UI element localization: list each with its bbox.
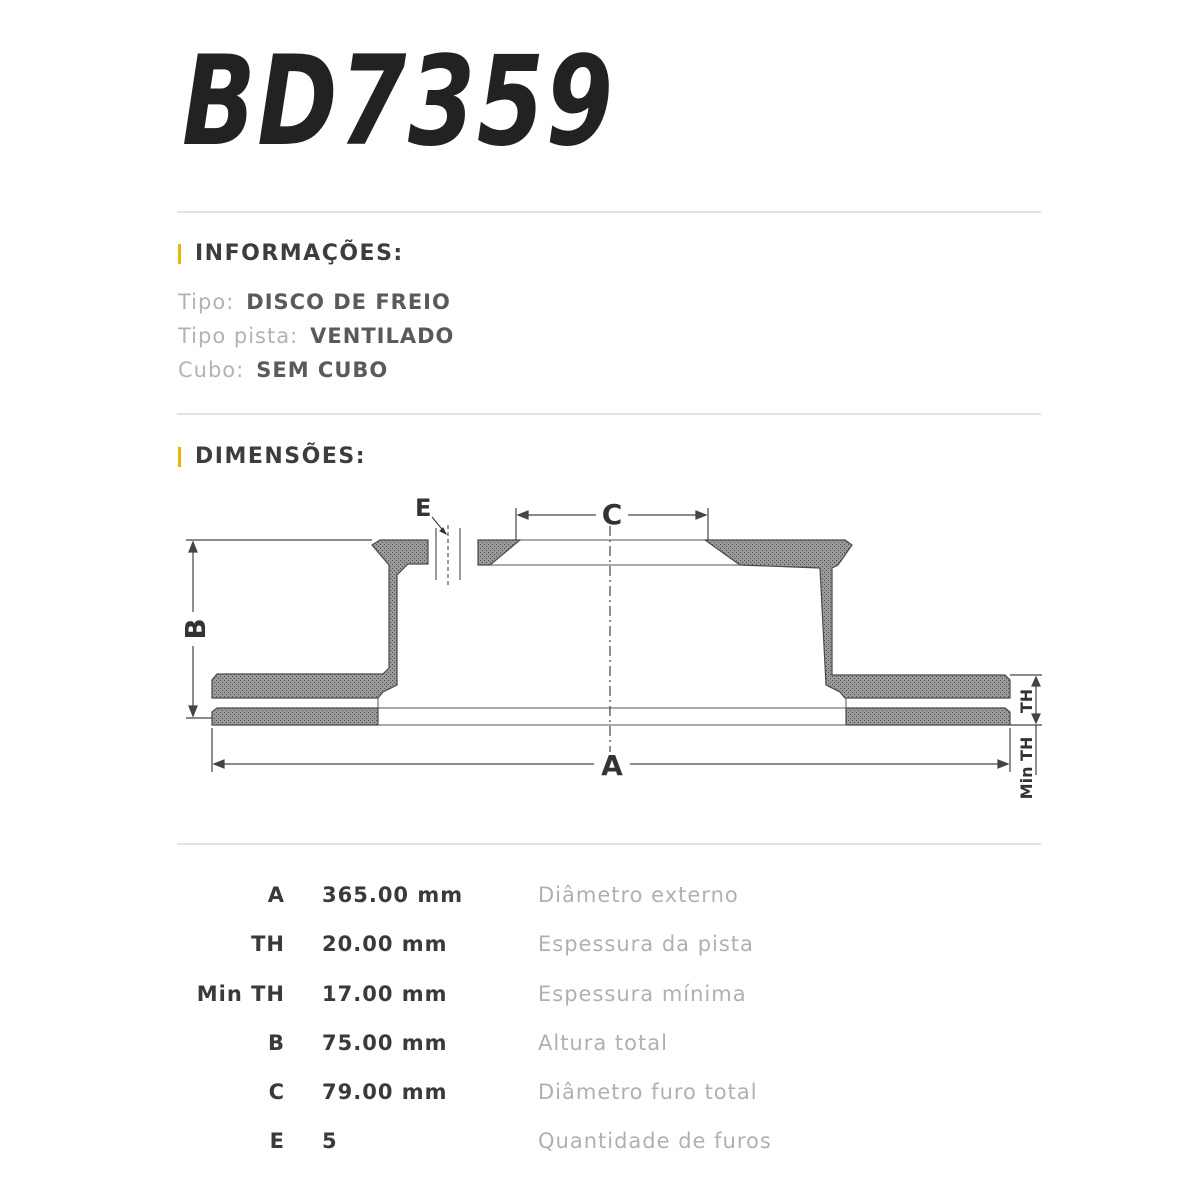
spec-description: Espessura da pista bbox=[538, 932, 754, 956]
spec-value: 365.00 mm bbox=[322, 883, 464, 907]
divider bbox=[177, 413, 1041, 415]
spec-row bbox=[0, 982, 1200, 1022]
spec-value: 79.00 mm bbox=[322, 1080, 448, 1104]
divider bbox=[177, 843, 1041, 845]
section-accent-bar bbox=[178, 447, 181, 467]
spec-description: Quantidade de furos bbox=[538, 1129, 772, 1153]
spec-description: Diâmetro externo bbox=[538, 883, 739, 907]
th-arrow-top bbox=[1032, 677, 1040, 686]
e-leader-arrowhead bbox=[440, 528, 446, 534]
label-th: TH bbox=[1017, 688, 1036, 714]
b-arrow-bottom bbox=[189, 706, 197, 716]
info-label: Tipo pista: bbox=[178, 324, 299, 348]
section-accent-bar bbox=[178, 244, 181, 264]
info-label: Cubo: bbox=[178, 358, 245, 382]
spec-code: Min TH bbox=[196, 982, 285, 1006]
disc-section bbox=[212, 540, 1010, 725]
info-value: DISCO DE FREIO bbox=[246, 290, 451, 314]
info-value: SEM CUBO bbox=[256, 358, 389, 382]
a-arrow-right bbox=[998, 760, 1008, 768]
right-hat-section bbox=[705, 540, 1010, 698]
info-value: VENTILADO bbox=[310, 324, 455, 348]
b-arrow-top bbox=[189, 542, 197, 552]
spec-row bbox=[0, 1080, 1200, 1120]
spec-code: C bbox=[268, 1080, 285, 1104]
label-e: E bbox=[415, 494, 432, 522]
c-arrow-right bbox=[696, 511, 706, 519]
section-heading-label: DIMENSÕES: bbox=[195, 444, 366, 469]
a-arrow-left bbox=[214, 760, 224, 768]
spec-value: 17.00 mm bbox=[322, 982, 448, 1006]
left-hub-sliver bbox=[478, 540, 520, 565]
spec-value: 75.00 mm bbox=[322, 1031, 448, 1055]
info-label: Tipo: bbox=[178, 290, 235, 314]
section-heading-label: INFORMAÇÕES: bbox=[195, 241, 404, 266]
spec-row bbox=[0, 932, 1200, 972]
info-row-tipo-pista bbox=[178, 324, 454, 348]
spec-code: E bbox=[269, 1129, 285, 1153]
brake-disc-cross-section-diagram bbox=[0, 490, 1200, 820]
info-row-tipo bbox=[178, 290, 451, 314]
product-code-title: BD7359 bbox=[182, 30, 615, 174]
label-a: A bbox=[601, 749, 623, 782]
right-inner-face bbox=[846, 708, 1010, 725]
spec-row bbox=[0, 883, 1200, 923]
section-informacoes-heading bbox=[178, 241, 404, 266]
info-row-cubo bbox=[178, 358, 388, 382]
spec-value: 5 bbox=[322, 1129, 338, 1153]
left-hat-section bbox=[212, 540, 428, 698]
spec-description: Altura total bbox=[538, 1031, 668, 1055]
label-min-th: Min TH bbox=[1017, 736, 1036, 800]
divider bbox=[177, 211, 1041, 213]
c-arrow-left bbox=[518, 511, 528, 519]
section-dimensoes-heading bbox=[178, 444, 366, 469]
th-arrow-bottom bbox=[1032, 714, 1040, 723]
spec-code: TH bbox=[251, 932, 285, 956]
spec-code: B bbox=[267, 1031, 285, 1055]
left-inner-face bbox=[212, 708, 378, 725]
spec-description: Espessura mínima bbox=[538, 982, 747, 1006]
label-b: B bbox=[179, 618, 212, 640]
spec-row bbox=[0, 1031, 1200, 1071]
spec-description: Diâmetro furo total bbox=[538, 1080, 758, 1104]
spec-value: 20.00 mm bbox=[322, 932, 448, 956]
spec-row bbox=[0, 1129, 1200, 1169]
spec-code: A bbox=[267, 883, 285, 907]
label-c: C bbox=[601, 498, 623, 531]
